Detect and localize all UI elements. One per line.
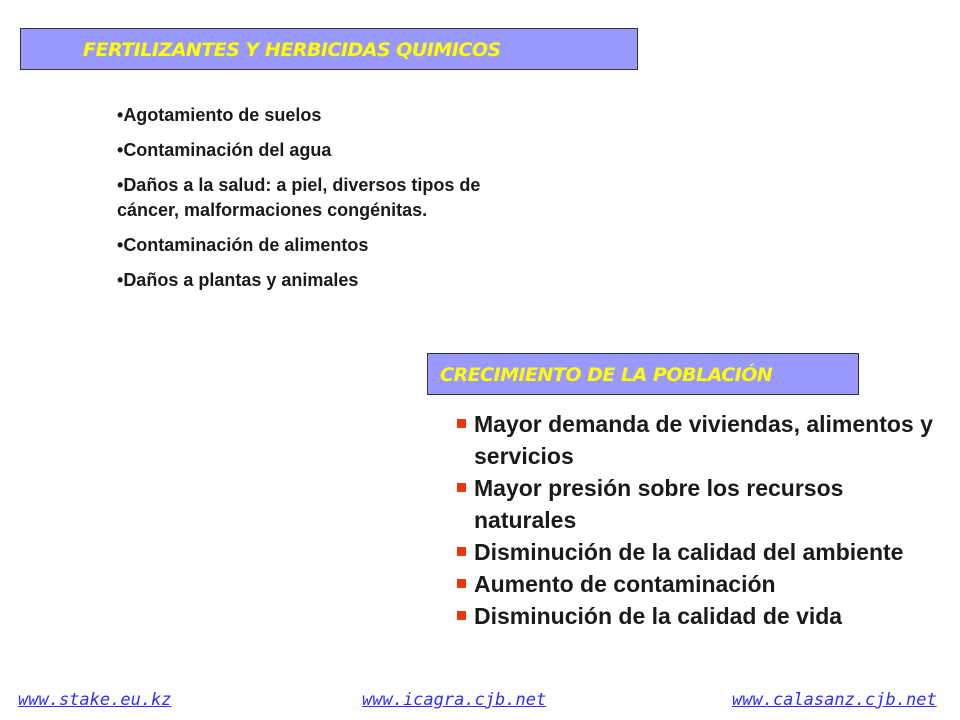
square-bullet-icon xyxy=(457,483,466,492)
list-item: • Daños a la salud: a piel, diversos tipos de cáncer, malformaciones congénitas. xyxy=(117,173,537,223)
section-title-poblacion: CRECIMIENTO DE LA POBLACIÓN xyxy=(427,353,859,395)
poblacion-list xyxy=(456,408,936,632)
square-bullet-icon xyxy=(457,611,466,620)
list-item: • Agotamiento de suelos xyxy=(117,103,537,128)
list-item: • Contaminación del agua xyxy=(117,138,537,163)
list-item: Disminución de la calidad de vida xyxy=(456,600,936,632)
list-item: • Daños a plantas y animales xyxy=(117,268,537,293)
footer-link-calasanz[interactable]: www.calasanz.cjb.net xyxy=(732,690,937,710)
list-item: • Contaminación de alimentos xyxy=(117,233,537,258)
list-item: Aumento de contaminación xyxy=(456,568,936,600)
square-bullet-icon xyxy=(457,547,466,556)
list-item: Mayor presión sobre los recursos naturales xyxy=(456,472,936,536)
square-bullet-icon xyxy=(457,419,466,428)
list-item: Disminución de la calidad del ambiente xyxy=(456,536,936,568)
footer-link-stake[interactable]: www.stake.eu.kz xyxy=(18,690,172,710)
footer-link-icagra[interactable]: www.icagra.cjb.net xyxy=(362,690,547,710)
square-bullet-icon xyxy=(457,579,466,588)
section-title-fertilizantes: FERTILIZANTES Y HERBICIDAS QUIMICOS xyxy=(20,28,638,70)
list-item: Mayor demanda de viviendas, alimentos y servicios xyxy=(456,408,936,472)
fertilizantes-list xyxy=(117,103,537,303)
